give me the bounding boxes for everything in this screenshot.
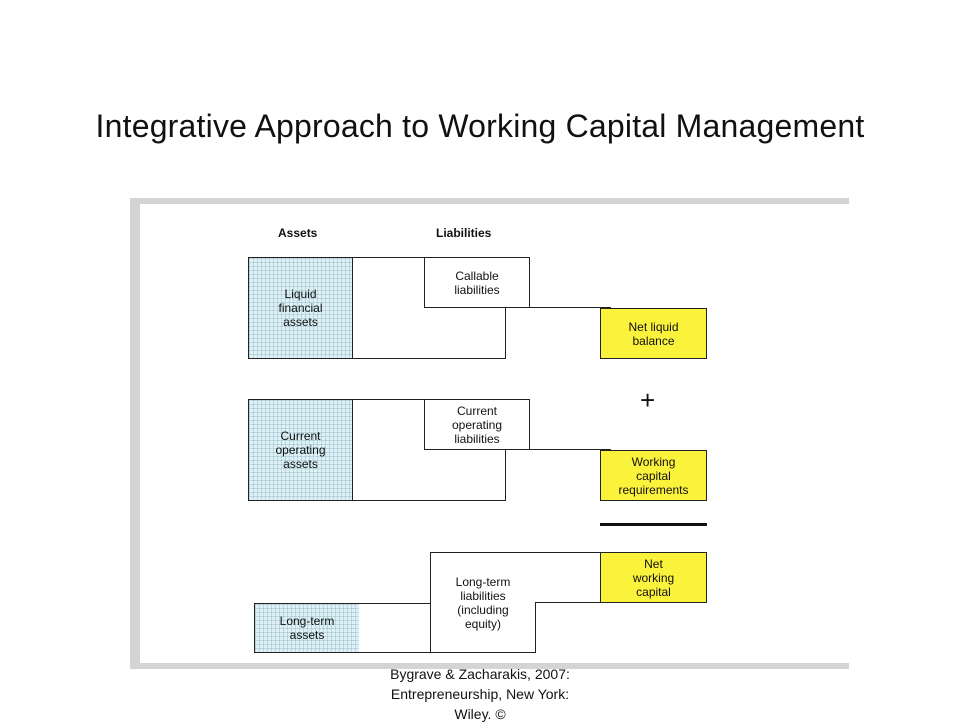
net-working-capital-box: Net working capital: [600, 552, 707, 603]
assets-header: Assets: [278, 226, 318, 240]
diagram-figure: [130, 198, 849, 669]
minus-bar: [600, 523, 707, 526]
current-operating-liabilities-box: Current operating liabilities: [424, 399, 530, 450]
callable-liabilities-box: Callable liabilities: [424, 257, 530, 308]
liquid-financial-assets-box: Liquid financial assets: [248, 257, 353, 359]
long-term-liabilities-box: Long-term liabilities (including equity): [430, 552, 536, 653]
long-term-assets-box: Long-term assets: [254, 603, 360, 653]
row1-connector: [529, 307, 611, 359]
working-capital-requirements-box: Working capital requirements: [600, 450, 707, 501]
source-caption: [300, 664, 660, 724]
net-liquid-balance-box: Net liquid balance: [600, 308, 707, 359]
caption-line-1: Bygrave & Zacharakis, 2007:: [390, 666, 570, 682]
slide-title: Integrative Approach to Working Capital Management: [95, 108, 865, 144]
caption-line-2: Entrepreneurship, New York:: [390, 686, 570, 702]
row3-asset-connector: [359, 603, 431, 653]
plus-symbol: +: [640, 385, 656, 415]
row2-connector: [529, 449, 611, 501]
current-operating-assets-box: Current operating assets: [248, 399, 353, 501]
liabilities-header: Liabilities: [436, 226, 492, 240]
diagram-canvas: [140, 204, 849, 663]
caption-line-3: Wiley. ©: [454, 706, 506, 722]
row3-liability-connector: [535, 552, 601, 603]
